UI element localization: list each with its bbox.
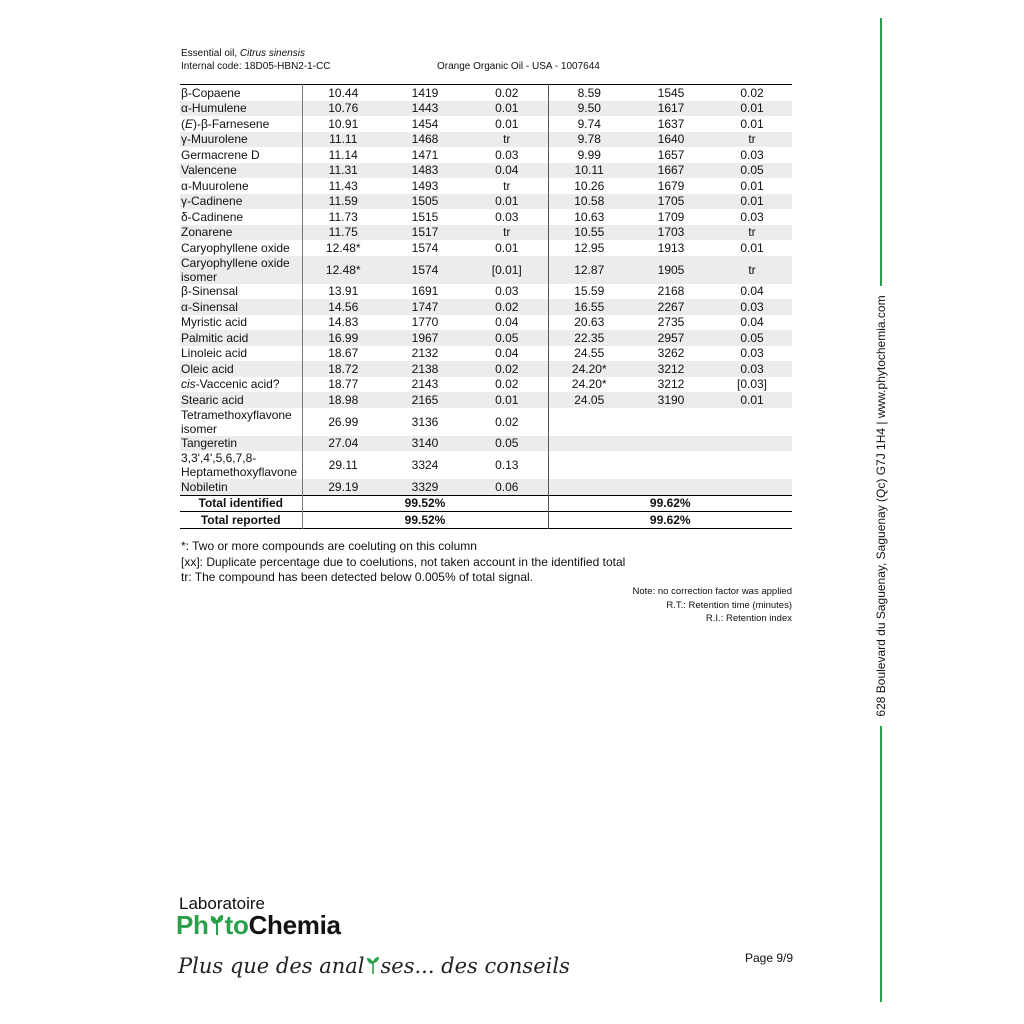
table-cell: 0.01 [712,392,792,408]
table-cell: 16.55 [548,299,630,315]
table-cell: 0.02 [466,299,548,315]
slogan-part-a: Plus que des anal [178,954,365,978]
table-row [180,147,792,163]
total-label: Total identified [180,495,302,512]
page-number: Page 9/9 [745,951,794,965]
table-row [180,116,792,132]
table-cell: 0.02 [466,361,548,377]
table-cell: 1505 [384,194,466,210]
table-cell: 9.50 [548,101,630,117]
table-row [180,225,792,241]
table-cell: 2267 [630,299,712,315]
note-retention-index: R.I.: Retention index [705,613,792,624]
table-row [180,479,792,495]
compound-name: α-Humulene [180,101,302,117]
table-row [180,101,792,117]
table-cell: 9.78 [548,132,630,148]
table-cell: 1657 [657,147,685,162]
table-row [180,194,792,210]
table-row [180,256,792,284]
total-right: 99.62% [548,512,792,529]
table-cell: 18.67 [328,346,359,361]
table-cell: 0.13 [466,451,548,479]
compound-name: Tangeretin [180,436,302,452]
compound-name: Germacrene D [180,147,302,163]
table-cell: [0.03] [736,377,768,392]
table-cell: 0.05 [466,330,548,346]
table-row [180,299,792,315]
table-cell: 0.02 [740,85,764,100]
compound-name: Valencene [180,163,302,179]
table-cell: 1471 [411,147,439,162]
table-cell: 10.44 [328,85,359,100]
table-cell: 2168 [657,284,685,299]
table-cell: 26.99 [328,414,359,429]
table-cell: 0.04 [740,315,764,330]
table-cell: 11.59 [302,194,384,210]
table-cell: 24.55 [574,346,605,361]
table-cell: 3190 [630,392,712,408]
table-cell [712,479,792,495]
total-label: Total reported [180,512,302,529]
table-cell: 0.04 [466,163,548,179]
compound-name: Zonarene [180,225,302,241]
table-cell: [0.01] [466,256,548,284]
table-cell: 1443 [384,101,466,117]
table-cell [712,408,792,436]
table-cell: 3324 [411,458,439,472]
table-cell: 0.03 [712,299,792,315]
table-cell: 27.04 [302,436,384,452]
slogan-part-b: ses... des conseils [380,954,570,978]
table-cell: 0.01 [712,194,792,210]
header-oil-line [181,47,331,60]
table-cell: 24.20* [548,361,630,377]
composition-table-body [180,85,792,529]
table-cell [630,479,712,495]
table-row [180,377,792,393]
compound-name: α-Muurolene [180,178,302,194]
table-cell: 0.05 [466,436,548,452]
compound-name: δ-Cadinene [180,209,302,225]
table-cell: 3212 [630,361,712,377]
table-cell: tr [466,132,548,148]
table-cell: 1419 [411,85,439,100]
table-cell: 0.01 [466,116,548,132]
compound-name: Palmitic acid [180,330,302,346]
table-cell: 14.83 [328,315,359,330]
table-cell: 0.06 [466,479,548,495]
table-row [180,346,792,362]
table-cell: 12.95 [574,240,605,255]
table-cell: 0.04 [466,346,548,362]
compound-name: Oleic acid [180,361,302,377]
document-header [181,47,331,73]
table-cell: 3140 [384,436,466,452]
table-cell: 2138 [384,361,466,377]
total-left: 99.52% [302,512,548,529]
table-cell: 18.98 [302,392,384,408]
table-cell [548,408,630,436]
compound-name: Myristic acid [180,315,302,331]
table-cell: 1574 [411,240,439,255]
table-row [180,315,792,331]
table-cell: 1483 [384,163,466,179]
header-internal-code: Internal code: 18D05-HBN2-1-CC [181,61,331,72]
table-cell: 1747 [384,299,466,315]
table-cell: 0.01 [466,194,548,210]
table-cell: 11.11 [302,132,384,148]
footnotes [181,539,625,586]
slogan-leaf-icon [365,953,381,975]
note-correction-factor: Note: no correction factor was applied [632,586,792,597]
table-cell: 10.63 [574,209,605,224]
table-cell: 0.02 [466,85,548,101]
compound-name: Nobiletin [180,479,302,495]
table-cell: 3212 [657,377,685,392]
table-cell: 11.43 [328,178,358,193]
logo-text-ph: Ph [176,910,209,940]
logo-text-to: to [224,910,249,940]
sidebar-line-bottom [880,726,882,1002]
table-cell: 3329 [384,479,466,495]
table-cell [712,451,792,479]
footnote-coeluting: *: Two or more compounds are coeluting on this column [181,539,477,553]
table-cell: 22.35 [548,330,630,346]
table-cell: 0.05 [712,330,792,346]
table-cell: 10.11 [548,163,630,179]
compound-name: β-Sinensal [180,284,302,300]
compound-name: γ-Cadinene [180,194,302,210]
composition-table [180,84,792,529]
table-cell: 1640 [630,132,712,148]
table-cell: 0.02 [466,408,548,436]
legend-notes [560,585,792,626]
compound-name: α-Sinensal [180,299,302,315]
table-cell: 0.03 [712,361,792,377]
table-row [180,361,792,377]
header-oil-prefix: Essential oil, [181,48,240,59]
table-cell: 14.56 [302,299,384,315]
table-row [180,240,792,256]
table-cell: tr [466,225,548,241]
compound-name: 3,3',4',5,6,7,8-Heptamethoxyflavone [180,451,302,479]
table-row [180,330,792,346]
table-cell [712,436,792,452]
table-cell: 20.63 [574,315,605,330]
table-cell: 0.03 [466,284,548,300]
table-row [180,132,792,148]
table-cell: 0.01 [466,240,548,256]
compound-name: Tetramethoxyflavone isomer [180,408,302,436]
table-row [180,392,792,408]
sidebar-line-top [880,18,882,286]
compound-name: γ-Muurolene [180,132,302,148]
table-cell: 9.99 [577,147,601,162]
table-cell: 0.01 [712,101,792,117]
table-cell: 1679 [657,178,685,193]
table-cell: 0.03 [466,147,548,163]
table-cell: 0.01 [740,116,764,131]
table-cell: 0.04 [466,315,548,331]
note-retention-time: R.T.: Retention time (minutes) [666,599,792,611]
total-row [180,495,792,512]
compound-name: cis-Vaccenic acid? [180,377,302,393]
table-cell: 1574 [384,256,466,284]
table-cell [548,479,630,495]
compound-name: Caryophyllene oxide [180,240,302,256]
table-cell: 10.55 [548,225,630,241]
table-cell: 2143 [411,377,439,392]
leaf-icon [209,912,225,934]
company-logo [176,910,341,941]
table-cell: 8.59 [577,85,601,100]
table-cell: 2957 [630,330,712,346]
table-cell: 1545 [657,85,685,100]
table-cell: 1709 [657,209,685,224]
table-cell: 0.05 [712,163,792,179]
table-cell [548,451,630,479]
header-species: Citrus sinensis [239,48,305,59]
table-cell: 1705 [630,194,712,210]
compound-name: β-Copaene [180,85,302,101]
table-cell: 12.48* [325,240,361,255]
table-cell: 10.91 [328,116,359,131]
table-cell: 11.31 [302,163,384,179]
table-cell: 1468 [384,132,466,148]
table-cell: 0.01 [740,178,764,193]
table-cell: 15.59 [574,284,605,299]
table-cell: 1515 [411,209,439,224]
table-cell: tr [712,132,792,148]
table-cell: tr [712,225,792,241]
table-cell: 0.01 [466,392,548,408]
table-cell: 0.03 [740,346,764,361]
logo-text-chemia: Chemia [248,910,341,940]
compound-name: (E)-β-Farnesene [180,116,302,132]
table-cell: 10.26 [574,178,605,193]
table-cell: 3262 [657,346,685,361]
table-cell: tr [712,256,792,284]
table-cell: 1770 [411,315,439,330]
table-cell: 18.72 [302,361,384,377]
table-cell: 0.01 [740,240,764,255]
table-cell [630,408,712,436]
table-cell: 0.03 [466,209,548,225]
table-cell: 1493 [411,178,439,193]
table-cell: 0.04 [740,284,764,299]
table-row [180,178,792,194]
table-cell: 0.03 [740,209,764,224]
table-cell: 12.87 [548,256,630,284]
total-row [180,512,792,529]
table-cell: 1913 [657,240,685,255]
table-cell: 1517 [384,225,466,241]
table-cell: 2132 [411,346,439,361]
table-cell: 16.99 [302,330,384,346]
logo-slogan [178,953,570,978]
compound-name: Stearic acid [180,392,302,408]
table-cell [630,436,712,452]
table-cell: 0.01 [466,101,548,117]
table-cell: 1905 [630,256,712,284]
table-cell: tr [466,178,548,194]
logo-laboratoire: Laboratoire [179,894,266,913]
table-row [180,436,792,452]
table-cell [630,451,712,479]
table-cell: 24.05 [548,392,630,408]
table-cell: 29.19 [302,479,384,495]
table-cell: 13.91 [328,284,359,299]
table-cell: 12.48* [302,256,384,284]
table-cell: 9.74 [577,116,601,131]
table-cell: 1691 [411,284,439,299]
table-cell: 1454 [411,116,439,131]
table-cell: 3136 [411,414,439,429]
table-cell: 11.75 [302,225,384,241]
footnote-trace: tr: The compound has been detected below 0.005% of total signal. [181,570,534,584]
table-cell: 0.03 [740,147,764,162]
compound-name: Caryophyllene oxide isomer [180,256,302,284]
table-cell: 11.73 [328,209,358,224]
table-cell: 10.76 [302,101,384,117]
table-row [180,85,792,101]
sidebar-address: 628 Boulevard du Saguenay, Saguenay (Qc) G7J 1H4 | www.phytochemia.com [874,295,888,717]
table-cell: 1703 [630,225,712,241]
table-cell: 18.77 [328,377,359,392]
table-cell: 1967 [384,330,466,346]
compound-name: Linoleic acid [180,346,302,362]
table-cell: 2165 [384,392,466,408]
total-left: 99.52% [302,495,548,512]
table-row [180,163,792,179]
table-row [180,408,792,436]
table-cell: 10.58 [548,194,630,210]
table-cell: 0.02 [466,377,548,393]
table-cell: 1617 [630,101,712,117]
table-cell: 11.14 [328,147,358,162]
footnote-duplicate: [xx]: Duplicate percentage due to coelutions, not taken account in the identified total [181,554,626,569]
table-row [180,209,792,225]
header-product: Orange Organic Oil - USA - 1007644 [437,61,600,72]
table-cell: 2735 [657,315,685,330]
table-cell: 1637 [657,116,685,131]
table-cell: 1667 [630,163,712,179]
table-row [180,451,792,479]
total-right: 99.62% [548,495,792,512]
table-cell: 29.11 [328,458,358,472]
table-cell: 24.20* [571,377,607,392]
table-cell [548,436,630,452]
table-row [180,284,792,300]
